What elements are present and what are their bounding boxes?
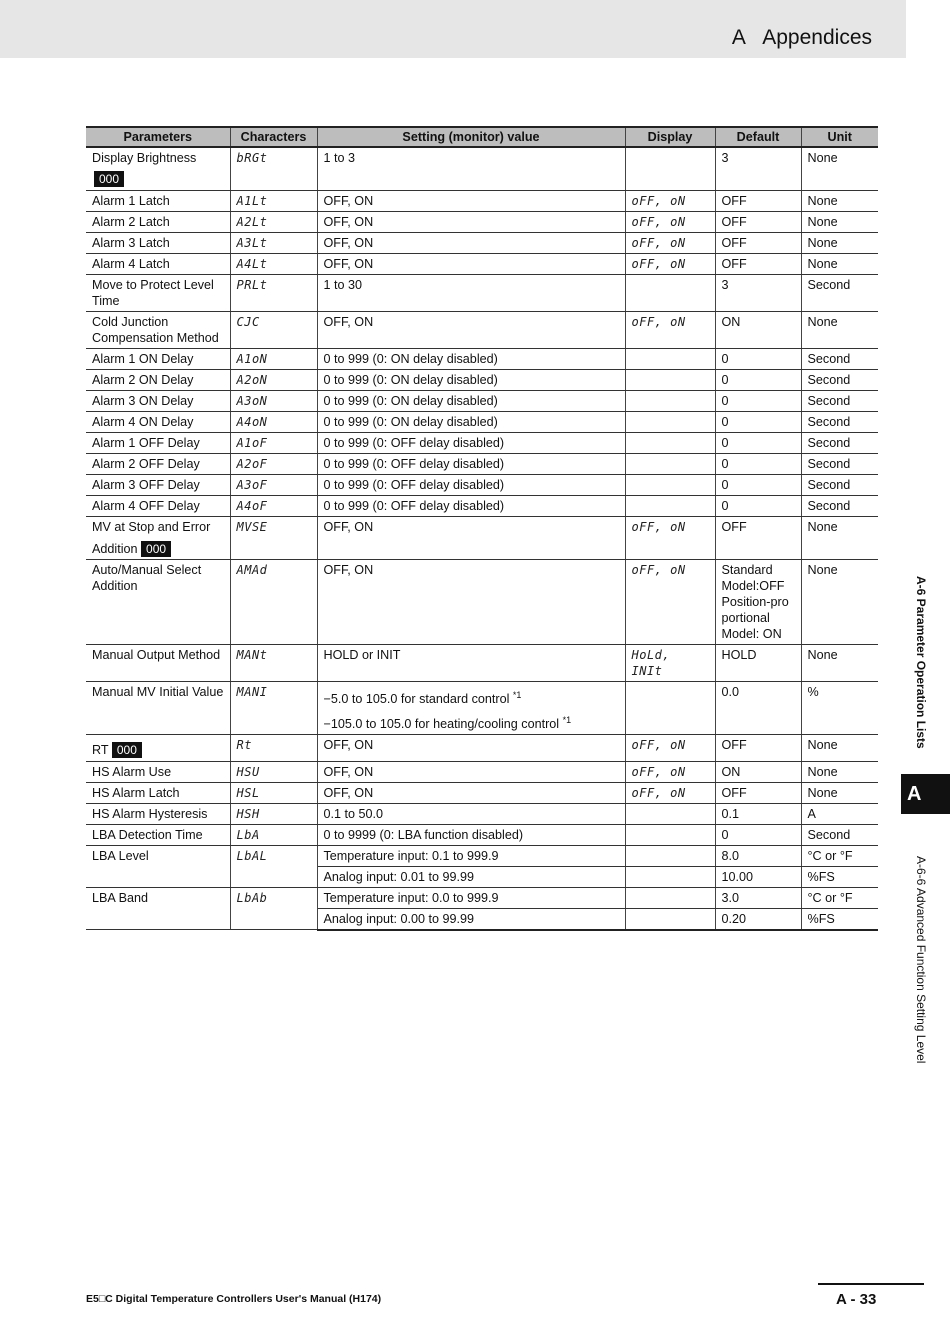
side-subsection-label: [908, 856, 928, 1086]
col-characters: Characters: [230, 127, 317, 147]
setting-cell: OFF, ON: [317, 782, 625, 803]
chars-cell: MVSE: [230, 516, 317, 559]
default-cell: 0: [715, 474, 801, 495]
table-row: [86, 761, 878, 782]
unit-cell: None: [801, 253, 878, 274]
display-cell: [625, 147, 715, 190]
display-cell: oFF, oN: [625, 232, 715, 253]
chars-cell: HSU: [230, 761, 317, 782]
default-cell: OFF: [715, 190, 801, 211]
chars-cell: A3oN: [230, 390, 317, 411]
display-cell: [625, 474, 715, 495]
table-row: [86, 432, 878, 453]
side-section-text: A-6 Parameter Operation Lists: [914, 576, 928, 749]
default-cell: 0: [715, 495, 801, 516]
default-cell: OFF: [715, 782, 801, 803]
setting-cell: 0 to 999 (0: ON delay disabled): [317, 369, 625, 390]
table-row: [86, 390, 878, 411]
header-title: Appendices: [762, 26, 872, 49]
param-name-cont: Addition: [92, 541, 138, 556]
page-header: [732, 26, 872, 50]
default-cell: 0: [715, 411, 801, 432]
display-cell: [625, 274, 715, 311]
param-cell: HS Alarm Hysteresis: [86, 803, 230, 824]
setting-cell: OFF, ON: [317, 734, 625, 761]
setting-cell: OFF, ON: [317, 232, 625, 253]
setting-cell: 0 to 999 (0: ON delay disabled): [317, 390, 625, 411]
setting-cell: Analog input: 0.00 to 99.99: [317, 908, 625, 930]
table-row: [86, 495, 878, 516]
chars-cell: PRLt: [230, 274, 317, 311]
param-cell: Alarm 4 ON Delay: [86, 411, 230, 432]
table-row: [86, 644, 878, 681]
col-parameters: Parameters: [86, 127, 230, 147]
setting-cell: OFF, ON: [317, 253, 625, 274]
footnote-ref: *1: [512, 689, 522, 700]
setting-cell: 0 to 999 (0: OFF delay disabled): [317, 474, 625, 495]
unit-cell: Second: [801, 824, 878, 845]
setting-cell: 0 to 999 (0: ON delay disabled): [317, 411, 625, 432]
default-cell: 0: [715, 432, 801, 453]
param-cell: LBA Band: [86, 887, 230, 930]
unit-cell: A: [801, 803, 878, 824]
side-tab-a: A: [901, 774, 950, 814]
default-cell: 0: [715, 369, 801, 390]
param-name: RT: [92, 742, 109, 757]
param-cell: Manual Output Method: [86, 644, 230, 681]
default-cell: 8.0: [715, 845, 801, 866]
default-cell: 0.0: [715, 681, 801, 734]
display-cell: [625, 369, 715, 390]
chars-cell: Rt: [230, 734, 317, 761]
footer-rule: [818, 1283, 924, 1285]
table-row: [86, 782, 878, 803]
unit-cell: None: [801, 211, 878, 232]
header-section: A: [731, 26, 746, 49]
table-row: [86, 311, 878, 348]
col-setting: Setting (monitor) value: [317, 127, 625, 147]
chars-cell: AMAd: [230, 559, 317, 644]
table-row: [86, 211, 878, 232]
unit-cell: Second: [801, 453, 878, 474]
chars-cell: bRGt: [230, 147, 317, 190]
setting-line-2: −105.0 to 105.0 for heating/cooling control: [323, 716, 560, 731]
chars-cell: LbAL: [230, 845, 317, 887]
default-cell: 0: [715, 824, 801, 845]
chars-cell: A1oN: [230, 348, 317, 369]
display-cell: [625, 390, 715, 411]
default-cell: 0: [715, 348, 801, 369]
side-subsection-text: A-6-6 Advanced Function Setting Level: [914, 856, 928, 1064]
chars-cell: A3Lt: [230, 232, 317, 253]
chars-cell: HSL: [230, 782, 317, 803]
default-cell: OFF: [715, 232, 801, 253]
table-row: [86, 253, 878, 274]
param-cell: Manual MV Initial Value: [86, 681, 230, 734]
unit-cell: None: [801, 559, 878, 644]
setting-cell: OFF, ON: [317, 311, 625, 348]
setting-cell: 0 to 9999 (0: LBA function disabled): [317, 824, 625, 845]
param-cell: Alarm 2 Latch: [86, 211, 230, 232]
param-cell: Alarm 1 Latch: [86, 190, 230, 211]
default-cell: OFF: [715, 253, 801, 274]
chars-cell: A4Lt: [230, 253, 317, 274]
display-cell: [625, 681, 715, 734]
setting-cell: OFF, ON: [317, 516, 625, 559]
chars-cell: A2Lt: [230, 211, 317, 232]
default-cell: ON: [715, 311, 801, 348]
table-row: [86, 147, 878, 190]
param-cell: Alarm 2 OFF Delay: [86, 453, 230, 474]
display-cell: [625, 453, 715, 474]
setting-cell: 1 to 3: [317, 147, 625, 190]
default-cell: OFF: [715, 516, 801, 559]
table-header-row: [86, 127, 878, 147]
col-display: Display: [625, 127, 715, 147]
param-cell: [86, 734, 230, 761]
setting-cell: Analog input: 0.01 to 99.99: [317, 866, 625, 887]
table-row: [86, 824, 878, 845]
unit-cell: °C or °F: [801, 887, 878, 908]
param-cell: Cold Junction Compensation Method: [86, 311, 230, 348]
chars-cell: LbA: [230, 824, 317, 845]
default-cell: HOLD: [715, 644, 801, 681]
setting-cell: Temperature input: 0.0 to 999.9: [317, 887, 625, 908]
unit-cell: None: [801, 311, 878, 348]
badge-000: 000: [141, 541, 171, 557]
table-row: [86, 516, 878, 559]
chars-cell: A1Lt: [230, 190, 317, 211]
default-cell: OFF: [715, 211, 801, 232]
setting-cell: 0 to 999 (0: OFF delay disabled): [317, 495, 625, 516]
display-cell: [625, 866, 715, 887]
display-cell: [625, 432, 715, 453]
default-cell: OFF: [715, 734, 801, 761]
table-row: [86, 681, 878, 734]
chars-cell: LbAb: [230, 887, 317, 930]
setting-cell: Temperature input: 0.1 to 999.9: [317, 845, 625, 866]
param-cell: Alarm 3 Latch: [86, 232, 230, 253]
col-default: Default: [715, 127, 801, 147]
default-cell: ON: [715, 761, 801, 782]
unit-cell: Second: [801, 274, 878, 311]
param-cell: Alarm 1 OFF Delay: [86, 432, 230, 453]
side-section-label: [908, 576, 928, 766]
chars-cell: MANI: [230, 681, 317, 734]
param-cell: LBA Detection Time: [86, 824, 230, 845]
display-cell: oFF, oN: [625, 516, 715, 559]
param-cell: Alarm 1 ON Delay: [86, 348, 230, 369]
display-cell: oFF, oN: [625, 761, 715, 782]
default-cell: 10.00: [715, 866, 801, 887]
unit-cell: None: [801, 644, 878, 681]
setting-line-1: −5.0 to 105.0 for standard control: [323, 691, 510, 706]
display-cell: oFF, oN: [625, 211, 715, 232]
unit-cell: Second: [801, 348, 878, 369]
table-row: [86, 887, 878, 908]
param-cell: Auto/Manual Select Addition: [86, 559, 230, 644]
display-cell: [625, 411, 715, 432]
unit-cell: Second: [801, 369, 878, 390]
unit-cell: %FS: [801, 866, 878, 887]
table-row: [86, 274, 878, 311]
footnote-ref: *1: [562, 714, 572, 725]
display-cell: [625, 824, 715, 845]
default-cell: 0.1: [715, 803, 801, 824]
unit-cell: Second: [801, 411, 878, 432]
chars-cell: CJC: [230, 311, 317, 348]
param-cell: Alarm 3 OFF Delay: [86, 474, 230, 495]
param-cell: LBA Level: [86, 845, 230, 887]
display-cell: HoLd, INIt: [625, 644, 715, 681]
table-row: [86, 803, 878, 824]
display-cell: [625, 495, 715, 516]
display-cell: [625, 803, 715, 824]
setting-cell: 0.1 to 50.0: [317, 803, 625, 824]
param-cell: HS Alarm Use: [86, 761, 230, 782]
table-row: [86, 453, 878, 474]
table-row: [86, 474, 878, 495]
chars-cell: HSH: [230, 803, 317, 824]
unit-cell: None: [801, 782, 878, 803]
param-name: Display Brightness: [92, 151, 197, 165]
col-unit: Unit: [801, 127, 878, 147]
default-cell: Standard Model:OFF Position-pro portional Model: ON: [715, 559, 801, 644]
param-cell: [86, 147, 230, 190]
display-cell: oFF, oN: [625, 782, 715, 803]
setting-cell: OFF, ON: [317, 559, 625, 644]
display-cell: oFF, oN: [625, 253, 715, 274]
setting-cell: 0 to 999 (0: OFF delay disabled): [317, 453, 625, 474]
display-cell: oFF, oN: [625, 734, 715, 761]
unit-cell: %FS: [801, 908, 878, 930]
table-row: [86, 845, 878, 866]
footer-manual-title: E5□C Digital Temperature Controllers User's Manual (H174): [86, 1293, 382, 1305]
unit-cell: Second: [801, 390, 878, 411]
default-cell: 0: [715, 390, 801, 411]
setting-cell: OFF, ON: [317, 211, 625, 232]
table-row: [86, 734, 878, 761]
unit-cell: Second: [801, 474, 878, 495]
setting-cell: 1 to 30: [317, 274, 625, 311]
param-cell: Alarm 2 ON Delay: [86, 369, 230, 390]
setting-cell: OFF, ON: [317, 761, 625, 782]
param-cell: Move to Protect Level Time: [86, 274, 230, 311]
unit-cell: None: [801, 761, 878, 782]
page-number: A - 33: [836, 1291, 877, 1308]
param-name: MV at Stop and Error: [92, 519, 211, 534]
parameter-table: [86, 126, 878, 931]
chars-cell: A2oF: [230, 453, 317, 474]
chars-cell: A3oF: [230, 474, 317, 495]
param-cell: Alarm 3 ON Delay: [86, 390, 230, 411]
table-row: [86, 348, 878, 369]
display-cell: [625, 908, 715, 930]
chars-cell: MANt: [230, 644, 317, 681]
param-cell: Alarm 4 OFF Delay: [86, 495, 230, 516]
chars-cell: A2oN: [230, 369, 317, 390]
param-cell: [86, 516, 230, 559]
param-cell: Alarm 4 Latch: [86, 253, 230, 274]
display-cell: oFF, oN: [625, 559, 715, 644]
unit-cell: °C or °F: [801, 845, 878, 866]
param-cell: HS Alarm Latch: [86, 782, 230, 803]
setting-cell: 0 to 999 (0: OFF delay disabled): [317, 432, 625, 453]
setting-cell: OFF, ON: [317, 190, 625, 211]
table-row: [86, 190, 878, 211]
unit-cell: None: [801, 147, 878, 190]
unit-cell: None: [801, 232, 878, 253]
chars-cell: A4oN: [230, 411, 317, 432]
display-cell: [625, 845, 715, 866]
default-cell: 3: [715, 147, 801, 190]
display-cell: [625, 348, 715, 369]
table-row: [86, 411, 878, 432]
chars-cell: A4oF: [230, 495, 317, 516]
unit-cell: None: [801, 516, 878, 559]
table-row: [86, 369, 878, 390]
badge-000: 000: [112, 742, 142, 758]
unit-cell: Second: [801, 495, 878, 516]
table-row: [86, 559, 878, 644]
unit-cell: %: [801, 681, 878, 734]
setting-cell: 0 to 999 (0: ON delay disabled): [317, 348, 625, 369]
setting-cell: [317, 681, 625, 734]
table-row: [86, 232, 878, 253]
unit-cell: None: [801, 734, 878, 761]
default-cell: 3.0: [715, 887, 801, 908]
badge-000: 000: [94, 171, 124, 187]
default-cell: 0.20: [715, 908, 801, 930]
default-cell: 3: [715, 274, 801, 311]
chars-cell: A1oF: [230, 432, 317, 453]
display-cell: [625, 887, 715, 908]
display-cell: oFF, oN: [625, 190, 715, 211]
unit-cell: Second: [801, 432, 878, 453]
unit-cell: None: [801, 190, 878, 211]
display-cell: oFF, oN: [625, 311, 715, 348]
default-cell: 0: [715, 453, 801, 474]
setting-cell: HOLD or INIT: [317, 644, 625, 681]
